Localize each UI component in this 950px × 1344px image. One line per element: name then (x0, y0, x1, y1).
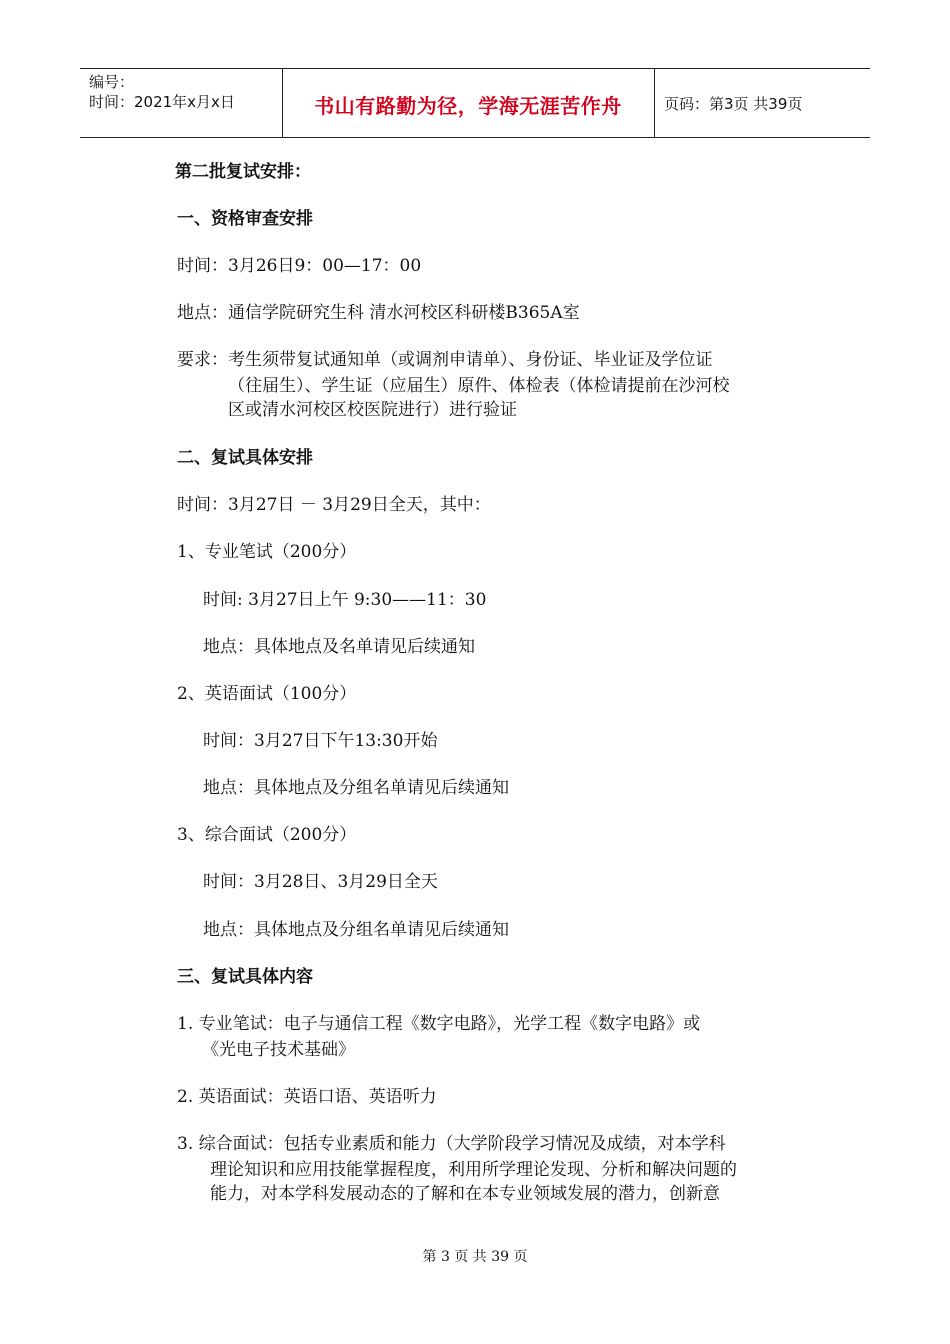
section2-item2-place: 地点：具体地点及分组名单请见后续通知 (203, 778, 509, 798)
section1-place: 地点：通信学院研究生科 清水河校区科研楼B365A室 (177, 303, 580, 323)
section2-item2-time: 时间：3月27日下午13:30开始 (203, 731, 438, 751)
section3-item3-cont: 能力，对本学科发展动态的了解和在本专业领域发展的潜力，创新意 (210, 1184, 720, 1204)
header-divider (654, 69, 655, 137)
section2-item1-place: 地点：具体地点及名单请见后续通知 (203, 637, 475, 657)
header-time: 时间：2021年x月x日 (89, 93, 235, 111)
section3-item3: 3. 综合面试：包括专业素质和能力（大学阶段学习情况及成绩，对本学科 (177, 1134, 726, 1154)
section2-item3: 3、综合面试（200分） (177, 825, 357, 845)
header-motto: 书山有路勤为径，学海无涯苦作舟 (314, 94, 622, 118)
section1-title: 一、资格审查安排 (177, 209, 313, 229)
section3-item1: 1. 专业笔试：电子与通信工程《数字电路》，光学工程《数字电路》或 (177, 1014, 701, 1034)
section2-item3-place: 地点：具体地点及分组名单请见后续通知 (203, 920, 509, 940)
section3-title: 三、复试具体内容 (177, 967, 313, 987)
header-page-info: 页码：第3页 共39页 (664, 95, 803, 113)
section1-time: 时间：3月26日9：00—17：00 (177, 256, 422, 276)
header-meta (89, 72, 235, 112)
section1-requirement-cont: 区或清水河校区校医院进行）进行验证 (228, 400, 517, 420)
section3-item1-cont: 《光电子技术基础》 (202, 1040, 355, 1060)
section1-requirement: 要求：考生须带复试通知单（或调剂申请单）、身份证、毕业证及学位证 (177, 350, 713, 370)
section3-item2: 2. 英语面试：英语口语、英语听力 (177, 1087, 437, 1107)
page-header (80, 68, 870, 138)
section3-item3-cont: 理论知识和应用技能掌握程度，利用所学理论发现、分析和解决问题的 (210, 1160, 737, 1180)
section2-item1: 1、专业笔试（200分） (177, 542, 357, 562)
section2-time: 时间：3月27日 － 3月29日全天，其中： (177, 495, 491, 515)
header-number: 编号： (89, 73, 135, 91)
batch-heading: 第二批复试安排： (175, 162, 311, 182)
section2-item3-time: 时间：3月28日、3月29日全天 (203, 872, 438, 892)
section1-requirement-cont: （往届生）、学生证（应届生）原件、体检表（体检请提前在沙河校 (228, 376, 730, 396)
section2-item2: 2、英语面试（100分） (177, 684, 357, 704)
section2-title: 二、复试具体安排 (177, 448, 313, 468)
section2-item1-time: 时间: 3月27日上午 9:30——11：30 (203, 590, 487, 610)
page-footer: 第 3 页 共 39 页 (422, 1249, 528, 1265)
